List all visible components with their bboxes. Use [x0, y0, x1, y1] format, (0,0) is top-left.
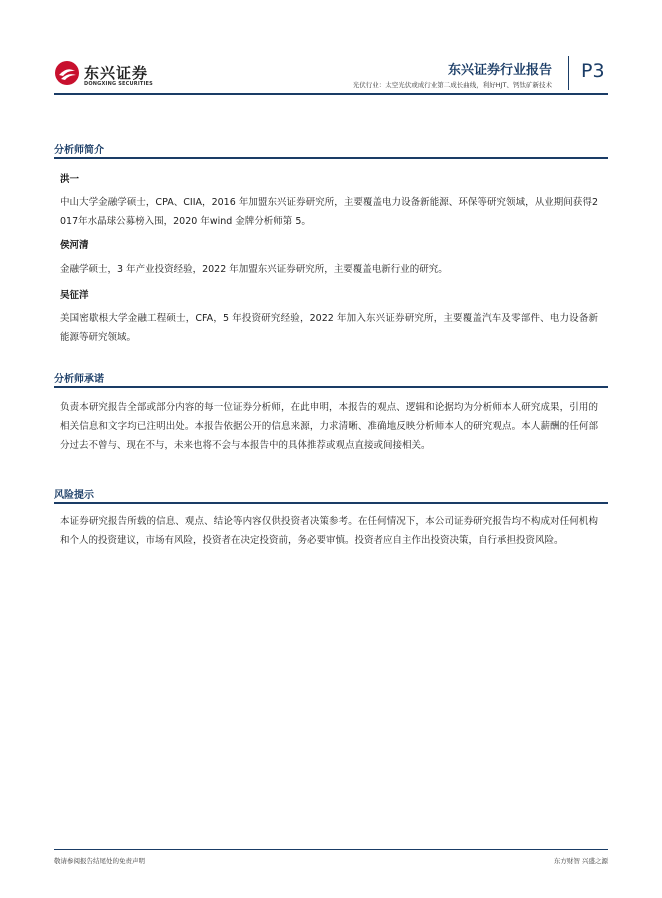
section-title-commitment: 分析师承诺: [54, 374, 104, 385]
company-logo: [54, 60, 164, 90]
analyst-name: 吴征洋: [60, 290, 89, 301]
logo-chinese-text: 东兴证券: [84, 64, 149, 82]
report-subtitle: 光伏行业：太空光伏或成行业第二成长曲线，利好HJT、钙钛矿新技术: [352, 81, 552, 89]
dongxing-logo-icon: [54, 60, 80, 86]
section-rule: [54, 502, 608, 504]
section-rule: [54, 386, 608, 388]
footer-slogan: 东方财智 兴盛之源: [553, 857, 608, 865]
analyst-bio: 中山大学金融学硕士，CPA、CIIA，2016 年加盟东兴证券研究所，主要覆盖电力设备新能源、环保等研究领域，从业期间获得2017年水晶球公募榜入围，2020 年wind 金牌分析师第 5。: [60, 197, 598, 227]
report-title: 东兴证券行业报告: [447, 63, 552, 78]
footer-disclaimer-note: 敬请参阅报告结尾处的免责声明: [54, 857, 145, 865]
analyst-name: 洪一: [60, 174, 80, 185]
analyst-bio: 美国密歇根大学金融工程硕士，CFA，5 年投资研究经验，2022 年加入东兴证券研究所，主要覆盖汽车及零部件、电力设备新能源等研究领域。: [60, 313, 598, 343]
risk-text: 本证券研究报告所载的信息、观点、结论等内容仅供投资者决策参考。在任何情况下，本公司证券研究报告均不构成对任何机构和个人的投资建议，市场有风险，投资者在决定投资前，务必要审慎。投资者应自主作出投资决策，自行承担投资风险。: [60, 516, 598, 546]
analyst-bio: 金融学硕士，3 年产业投资经验，2022 年加盟东兴证券研究所，主要覆盖电新行业的研究。: [60, 264, 448, 275]
footer-rule: [54, 849, 608, 850]
section-title-risk: 风险提示: [54, 490, 94, 501]
logo-english-text: DONGXING SECURITIES: [84, 81, 153, 87]
section-title-analysts: 分析师简介: [54, 145, 104, 156]
page-number: P3: [581, 60, 605, 82]
analyst-name: 侯河清: [60, 240, 89, 251]
section-rule: [54, 157, 608, 159]
commitment-text: 负责本研究报告全部或部分内容的每一位证券分析师，在此申明，本报告的观点、逻辑和论据均为分析师本人研究成果，引用的相关信息和文字均已注明出处。本报告依据公开的信息来源，力求清晰、准确地反映分析师本人的研究观点。本人薪酬的任何部分过去不曾与、现在不与，未来也将不会与本报告中的具体推荐或观点直接或间接相关。: [60, 402, 598, 451]
header-divider: [568, 56, 569, 90]
header-rule: [54, 93, 608, 95]
